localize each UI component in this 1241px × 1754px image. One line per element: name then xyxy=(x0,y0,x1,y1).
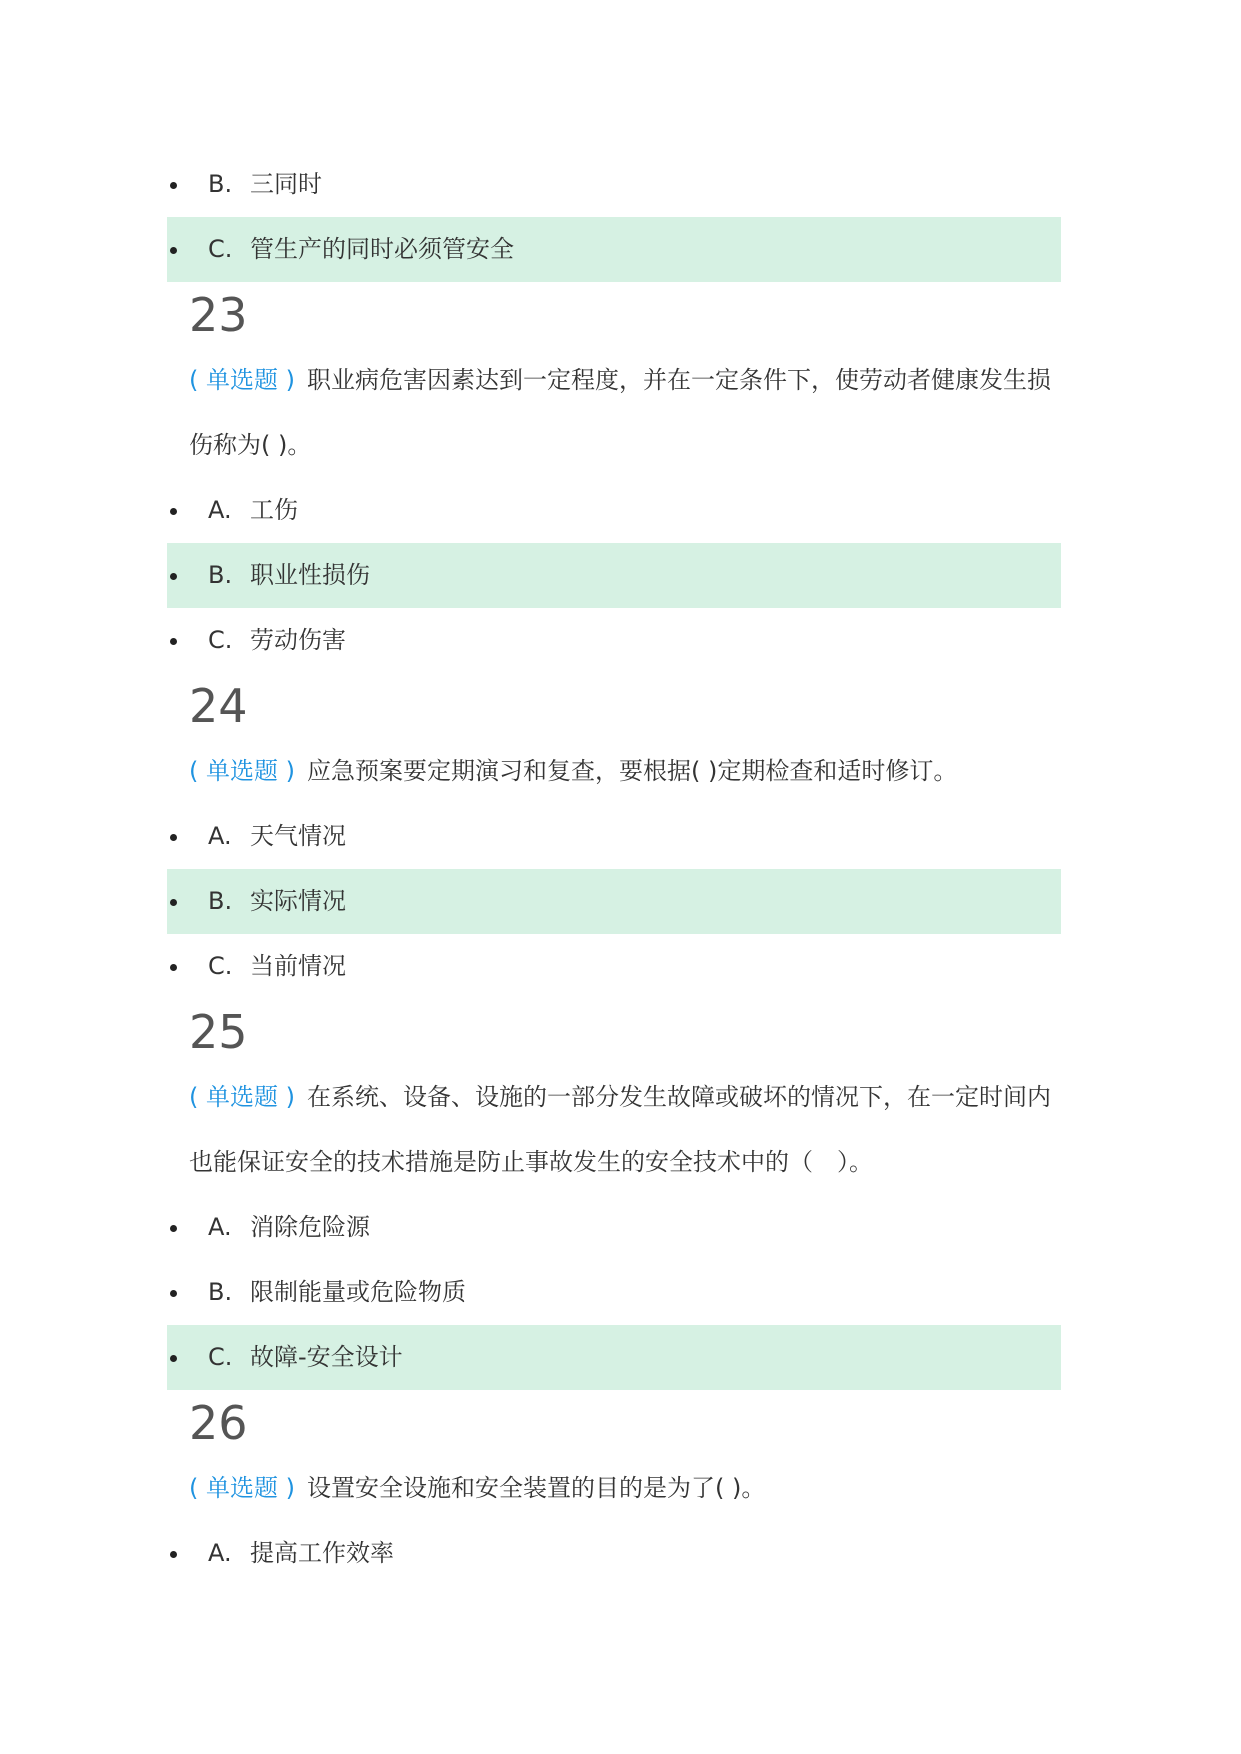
bullet-icon xyxy=(170,1355,177,1362)
option-text: 三同时 xyxy=(250,170,322,198)
question-text: 应急预案要定期演习和复查，要根据( )定期检查和适时修订。 xyxy=(306,757,958,785)
option-text: 天气情况 xyxy=(250,822,346,850)
question-type-label: ( 单选题 ) xyxy=(189,366,295,394)
option-b[interactable] xyxy=(167,1260,1061,1325)
question-stem xyxy=(189,739,1059,804)
option-letter: B. xyxy=(208,887,233,915)
option-a[interactable] xyxy=(167,804,1061,869)
question-stem xyxy=(189,348,1059,478)
question-number: 25 xyxy=(189,1005,248,1059)
option-text: 提高工作效率 xyxy=(250,1539,394,1567)
question-type-label: ( 单选题 ) xyxy=(189,1083,295,1111)
bullet-icon xyxy=(170,1551,177,1558)
option-text: 职业性损伤 xyxy=(250,561,370,589)
bullet-icon xyxy=(170,573,177,580)
question-number: 24 xyxy=(189,679,248,733)
option-text: 管生产的同时必须管安全 xyxy=(250,235,514,263)
bullet-icon xyxy=(170,899,177,906)
bullet-icon xyxy=(170,1225,177,1232)
bullet-icon xyxy=(170,182,177,189)
question-type-label: ( 单选题 ) xyxy=(189,757,295,785)
bullet-icon xyxy=(170,1290,177,1297)
option-a[interactable] xyxy=(167,1195,1061,1260)
bullet-icon xyxy=(170,508,177,515)
question-stem xyxy=(189,1065,1059,1195)
bullet-icon xyxy=(170,638,177,645)
option-b-correct[interactable] xyxy=(167,869,1061,934)
option-letter: A. xyxy=(208,496,232,524)
option-c[interactable] xyxy=(167,608,1061,673)
option-letter: A. xyxy=(208,1539,232,1567)
option-letter: C. xyxy=(208,1343,233,1371)
option-text: 工伤 xyxy=(250,496,298,524)
option-b[interactable] xyxy=(167,152,1061,217)
option-letter: B. xyxy=(208,561,233,589)
question-stem xyxy=(189,1456,1059,1521)
bullet-icon xyxy=(170,247,177,254)
question-text: 在系统、设备、设施的一部分发生故障或破坏的情况下，在一定时间内也能保证安全的技术措施是防止事故发生的安全技术中的（ ）。 xyxy=(189,1083,1051,1176)
option-letter: A. xyxy=(208,822,232,850)
option-letter: B. xyxy=(208,170,233,198)
question-type-label: ( 单选题 ) xyxy=(189,1474,295,1502)
option-text: 劳动伤害 xyxy=(250,626,346,654)
option-c[interactable] xyxy=(167,934,1061,999)
option-text: 当前情况 xyxy=(250,952,346,980)
question-number: 26 xyxy=(189,1396,248,1450)
question-text: 职业病危害因素达到一定程度，并在一定条件下，使劳动者健康发生损伤称为( )。 xyxy=(189,366,1051,459)
option-letter: C. xyxy=(208,952,233,980)
option-text: 故障-安全设计 xyxy=(250,1343,403,1371)
option-text: 实际情况 xyxy=(250,887,346,915)
option-b-correct[interactable] xyxy=(167,543,1061,608)
question-number: 23 xyxy=(189,288,248,342)
option-a[interactable] xyxy=(167,478,1061,543)
option-c-correct[interactable] xyxy=(167,217,1061,282)
option-a[interactable] xyxy=(167,1521,1061,1586)
option-letter: A. xyxy=(208,1213,232,1241)
option-c-correct[interactable] xyxy=(167,1325,1061,1390)
bullet-icon xyxy=(170,964,177,971)
option-text: 消除危险源 xyxy=(250,1213,370,1241)
option-letter: C. xyxy=(208,235,233,263)
bullet-icon xyxy=(170,834,177,841)
option-letter: B. xyxy=(208,1278,233,1306)
option-text: 限制能量或危险物质 xyxy=(250,1278,466,1306)
quiz-document xyxy=(0,152,1241,1586)
option-letter: C. xyxy=(208,626,233,654)
question-text: 设置安全设施和安全装置的目的是为了( )。 xyxy=(306,1474,766,1502)
